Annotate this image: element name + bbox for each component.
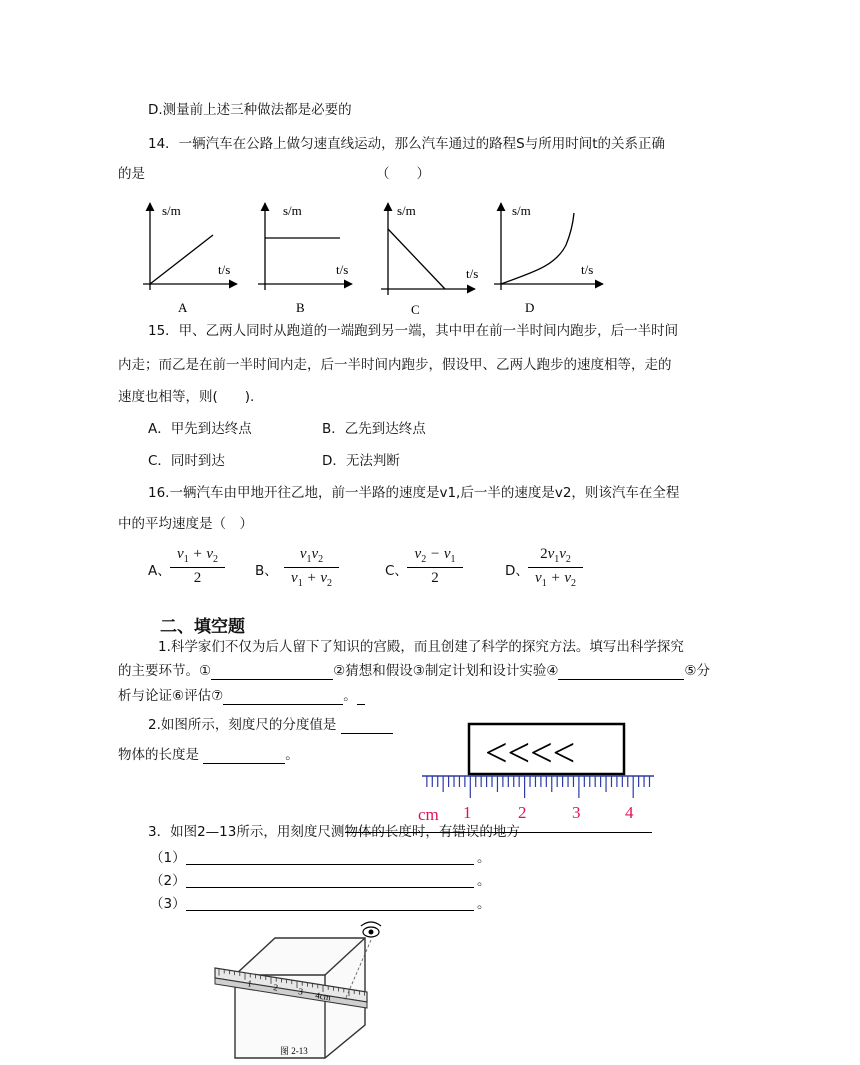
graph-a-xlabel: t/s <box>218 262 231 277</box>
q16-line2: 中的平均速度是（ ） <box>118 516 253 532</box>
fig-tick-1: 1 <box>246 978 253 989</box>
graph-d-option: D <box>525 300 535 315</box>
q15-option-c: C．同时到达 <box>148 453 225 469</box>
q16-line1: 16.一辆汽车由甲地开往乙地，前一半路的速度是v1,后一半的速度是v2，则该汽车在全程 <box>148 485 680 501</box>
q15-option-b: B．乙先到达终点 <box>322 421 426 437</box>
q16-option-d-fraction: $\frac{2v_1v_2}{v_1 + v_2}$ <box>528 546 583 589</box>
f3-item-1-label: （1） <box>150 850 186 866</box>
figure-2-13 <box>205 910 415 1060</box>
graph-c-xlabel: t/s <box>466 266 479 281</box>
q15-option-d: D．无法判断 <box>322 453 400 469</box>
fig-tick-2: 2 <box>272 982 279 993</box>
q15-option-a: A．甲先到达终点 <box>148 421 252 437</box>
graph-a-option: A <box>178 300 188 315</box>
graph-d <box>494 203 603 315</box>
q16-option-b-label: B、 <box>255 563 278 579</box>
fig-tick-3: 3 <box>297 986 304 997</box>
ruler-tick-1: 1 <box>463 803 472 822</box>
f3-line1: 3．如图2—13所示，用刻度尺测物体的长度时，有错误的地方 <box>148 824 520 840</box>
f3-item-2-label: （2） <box>150 873 186 889</box>
graph-b-option: B <box>296 300 305 315</box>
graph-a <box>143 203 237 315</box>
q16-option-a-label: A、 <box>148 563 171 579</box>
graph-a-ylabel: s/m <box>162 203 181 218</box>
blank-4[interactable] <box>558 679 684 680</box>
f1-line1: 1.科学家们不仅为后人留下了知识的宫殿，而且创建了科学的探究方法。填写出科学探究 <box>158 639 684 655</box>
f1-line2: 的主要环节。① ②猜想和假设③制定计划和设计实验④ ⑤分 <box>118 663 711 679</box>
ruler-tick-3: 3 <box>572 803 581 822</box>
figure-caption: 图 2-13 <box>280 1046 308 1056</box>
f1-line3: 析与论证⑥评估⑦ 。 <box>118 687 365 705</box>
blank-7[interactable] <box>223 704 343 705</box>
q14-line2: 的是 <box>118 166 145 182</box>
blank-1[interactable] <box>211 679 333 680</box>
f2-line1: 2.如图所示，刻度尺的分度值是 <box>148 716 393 734</box>
q16-option-b-fraction: $\frac{v_1v_2}{v_1 + v_2}$ <box>284 546 339 589</box>
q15-line2: 内走；而乙是在前一半时间内走，后一半时间内跑步，假设甲、乙两人跑步的速度相等，走的 <box>118 357 672 373</box>
f2-line2: 物体的长度是 。 <box>118 747 299 763</box>
ruler-tick-2: 2 <box>518 803 527 822</box>
q14-paren: （ ） <box>376 166 430 182</box>
q15-line3: 速度也相等，则( ). <box>118 389 255 405</box>
q16-option-d-label: D、 <box>505 563 529 579</box>
object-marks: <<<< <box>485 730 576 775</box>
blank-length[interactable] <box>203 763 285 764</box>
graph-b-ylabel: s/m <box>283 203 302 218</box>
s-t-graphs <box>0 195 860 325</box>
graph-b <box>258 203 352 315</box>
f3-item-3-label: （3） <box>150 896 186 912</box>
option-d-line: D.测量前上述三种做法都是必要的 <box>148 102 352 118</box>
graph-d-xlabel: t/s <box>581 262 594 277</box>
f3-item-2-end: 。 <box>477 873 491 889</box>
graph-c-ylabel: s/m <box>397 203 416 218</box>
q15-line1: 15．甲、乙两人同时从跑道的一端跑到另一端，其中甲在前一半时间内跑步，后一半时间 <box>148 323 679 339</box>
f3-item-1-end: 。 <box>477 850 491 866</box>
q16-option-c-fraction: $\frac{v_2 - v_1}{2}$ <box>407 546 463 587</box>
fig-tick-4: 4cm <box>314 990 332 1003</box>
graph-c-option: C <box>411 302 420 317</box>
ruler-ticks <box>427 776 650 798</box>
f3-blank-2[interactable] <box>186 887 474 888</box>
graph-b-xlabel: t/s <box>336 262 349 277</box>
f3-underline[interactable] <box>345 832 652 833</box>
section-heading: 二、填空题 <box>160 617 245 637</box>
ruler-unit: cm <box>418 805 439 824</box>
q16-option-a-fraction: $\frac{v_1 + v_2}{2}$ <box>170 546 225 587</box>
graph-c <box>381 203 478 317</box>
q14-line1: 14．一辆汽车在公路上做匀速直线运动，那么汽车通过的路程S与所用时间t的关系正确 <box>148 136 666 152</box>
graph-d-ylabel: s/m <box>512 203 531 218</box>
ruler-figure <box>418 718 662 830</box>
ruler-tick-4: 4 <box>625 803 634 822</box>
q16-option-c-label: C、 <box>385 563 408 579</box>
f3-blank-1[interactable] <box>186 864 474 865</box>
blank-division[interactable] <box>341 733 393 734</box>
f3-item-3-end: 。 <box>477 896 491 912</box>
